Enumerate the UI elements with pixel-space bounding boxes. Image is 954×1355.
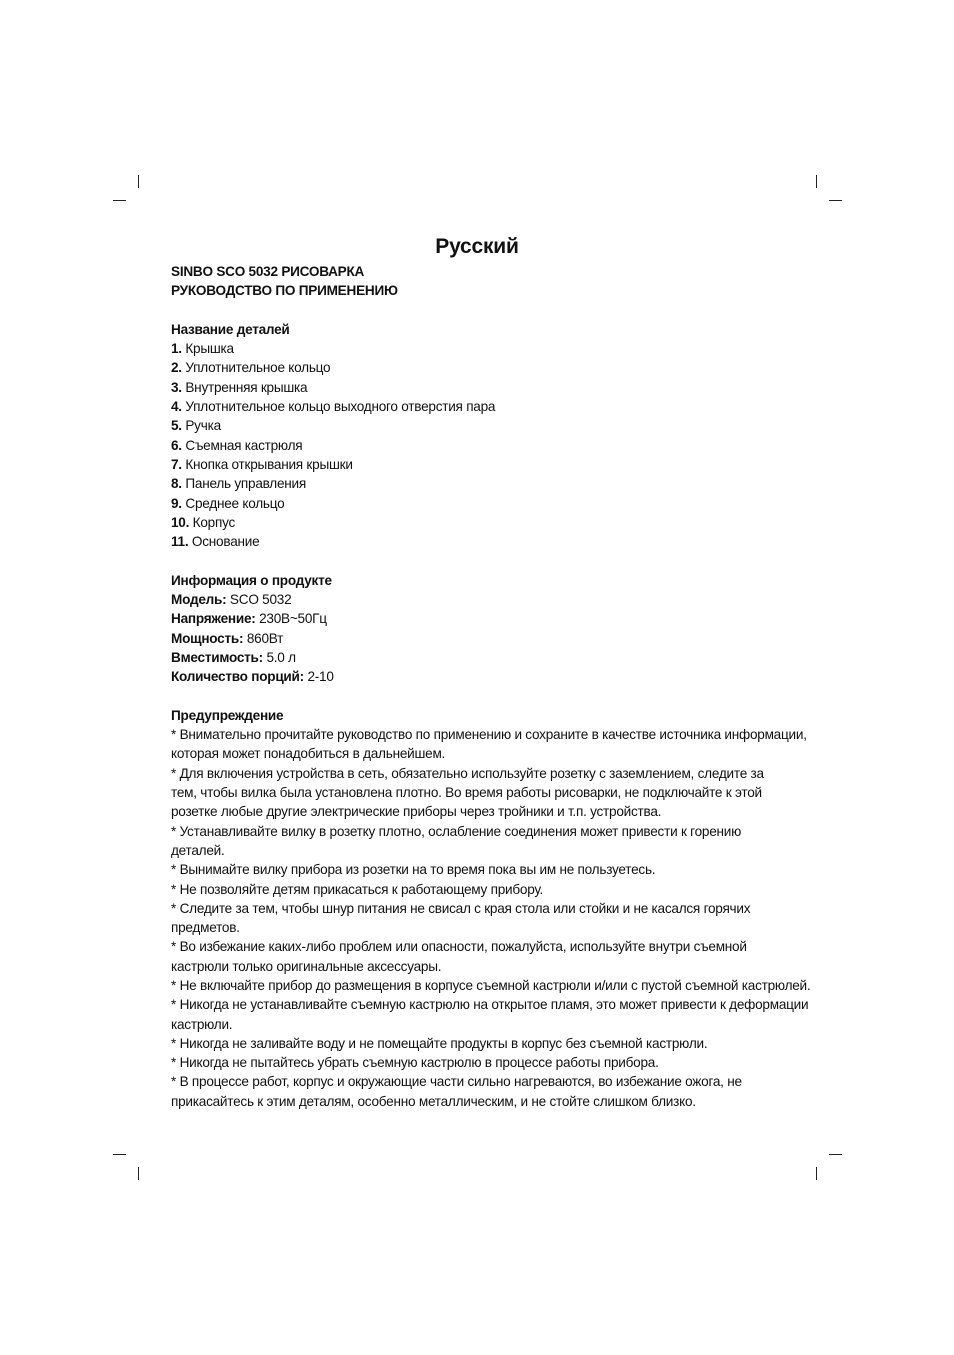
- product-field-value: 5.0 л: [262, 649, 296, 665]
- crop-mark-top-left-vertical: [138, 175, 139, 188]
- warning-line: предметов.: [171, 920, 240, 936]
- part-name: Основание: [188, 534, 260, 550]
- product-field-label: Мощность:: [171, 630, 244, 646]
- crop-mark-top-right-horizontal: [829, 200, 842, 201]
- warning-line: * Никогда не устанавливайте съемную кастрюлю на открытое пламя, это может привести к деформации: [171, 997, 809, 1013]
- page-title: Русский: [435, 235, 519, 258]
- part-number: 6.: [171, 437, 182, 453]
- product-field-label: Напряжение:: [171, 611, 256, 627]
- part-name: Панель управления: [181, 476, 306, 492]
- product-field: [171, 648, 791, 667]
- warning-line: * В процессе работ, корпус и окружающие части сильно нагреваются, во избежание ожога, не: [171, 1074, 742, 1090]
- warning-line: * Никогда не пытайтесь убрать съемную кастрюлю в процессе работы прибора.: [171, 1055, 659, 1071]
- warning-line: которая может понадобиться в дальнейшем.: [171, 746, 446, 762]
- part-item: [171, 474, 791, 493]
- part-number: 10.: [171, 514, 190, 530]
- parts-list: [171, 339, 791, 551]
- part-item: [171, 436, 791, 455]
- warning-list: [171, 725, 811, 1111]
- part-name: Внутренняя крышка: [181, 379, 308, 395]
- warning-line: * Внимательно прочитайте руководство по применению и сохраните в качестве источника информации,: [171, 727, 807, 743]
- part-number: 3.: [171, 379, 182, 395]
- product-info-heading: Информация о продукте: [171, 572, 332, 588]
- warning-line: * Никогда не заливайте воду и не помещайте продукты в корпус без съемной кастрюли.: [171, 1035, 708, 1051]
- product-field-value: 230В~50Гц: [255, 611, 327, 627]
- warning-line: кастрюли только оригинальные аксессуары.: [171, 958, 442, 974]
- manual-header-line-2: РУКОВОДСТВО ПО ПРИМЕНЕНИЮ: [171, 283, 398, 299]
- warning-line: тем, чтобы вилка была установлена плотно. Во время работы рисоварки, не подключайте к этой: [171, 785, 762, 801]
- product-field-label: Модель:: [171, 592, 227, 608]
- manual-content: [171, 262, 811, 1111]
- warning-line: кастрюли.: [171, 1016, 233, 1032]
- part-number: 1.: [171, 341, 182, 357]
- product-field: [171, 629, 791, 648]
- part-name: Съемная кастрюля: [181, 437, 303, 453]
- part-number: 9.: [171, 495, 182, 511]
- warning-line: * Для включения устройства в сеть, обязательно используйте розетку с заземлением, следите за: [171, 765, 764, 781]
- part-number: 2.: [171, 360, 182, 376]
- part-item: [171, 416, 791, 435]
- part-name: Корпус: [189, 514, 236, 530]
- warning-line: деталей.: [171, 842, 225, 858]
- part-number: 4.: [171, 399, 182, 415]
- part-name: Среднее кольцо: [181, 495, 285, 511]
- product-field-value: 2-10: [303, 669, 334, 685]
- part-item: [171, 397, 791, 416]
- part-number: 8.: [171, 476, 182, 492]
- part-name: Уплотнительное кольцо: [181, 360, 331, 376]
- part-item: [171, 358, 791, 377]
- warning-line: * Не включайте прибор до размещения в корпусе съемной кастрюли и/или с пустой съемной кастрюлей.: [171, 977, 811, 993]
- part-item: [171, 532, 791, 551]
- part-item: [171, 513, 791, 532]
- part-name: Уплотнительное кольцо выходного отверстия пара: [181, 399, 496, 415]
- part-name: Кнопка открывания крышки: [181, 456, 353, 472]
- crop-mark-top-right-vertical: [816, 175, 817, 188]
- product-field: [171, 609, 791, 628]
- product-field-value: 860Вт: [243, 630, 284, 646]
- crop-mark-bottom-right-horizontal: [829, 1154, 842, 1155]
- warning-line: розетке любые другие электрические приборы через тройники и т.п. устройства.: [171, 804, 662, 820]
- parts-heading: Название деталей: [171, 321, 290, 337]
- product-field-value: SCO 5032: [226, 592, 292, 608]
- crop-mark-top-left-horizontal: [113, 200, 126, 201]
- crop-mark-bottom-right-vertical: [816, 1167, 817, 1180]
- part-number: 5.: [171, 418, 182, 434]
- warning-line: * Не позволяйте детям прикасаться к работающему прибору.: [171, 881, 544, 897]
- crop-mark-bottom-left-horizontal: [113, 1154, 126, 1155]
- warning-line: * Вынимайте вилку прибора из розетки на то время пока вы им не пользуетесь.: [171, 862, 656, 878]
- manual-header-line-1: SINBO SCO 5032 РИСОВАРКА: [171, 264, 365, 279]
- warning-line: * Устанавливайте вилку в розетку плотно, ослабление соединения может привести к горению: [171, 823, 742, 839]
- part-name: Крышка: [181, 341, 234, 357]
- warning-line: * Следите за тем, чтобы шнур питания не свисал с края стола или стойки и не касался горячих: [171, 900, 751, 916]
- product-info-list: [171, 590, 791, 686]
- part-item: [171, 494, 791, 513]
- warning-line: * Во избежание каких-либо проблем или опасности, пожалуйста, используйте внутри съемной: [171, 939, 747, 955]
- product-field-label: Количество порций:: [171, 669, 304, 685]
- part-name: Ручка: [181, 418, 221, 434]
- product-field: [171, 667, 791, 686]
- part-item: [171, 378, 791, 397]
- part-number: 11.: [171, 534, 189, 550]
- warning-heading: Предупреждение: [171, 707, 284, 723]
- part-item: [171, 339, 791, 358]
- product-field: [171, 590, 791, 609]
- part-number: 7.: [171, 456, 182, 472]
- crop-mark-bottom-left-vertical: [138, 1167, 139, 1180]
- warning-line: прикасайтесь к этим деталям, особенно металлическим, и не стойте слишком близко.: [171, 1093, 696, 1109]
- product-field-label: Вместимость:: [171, 649, 263, 665]
- part-item: [171, 455, 791, 474]
